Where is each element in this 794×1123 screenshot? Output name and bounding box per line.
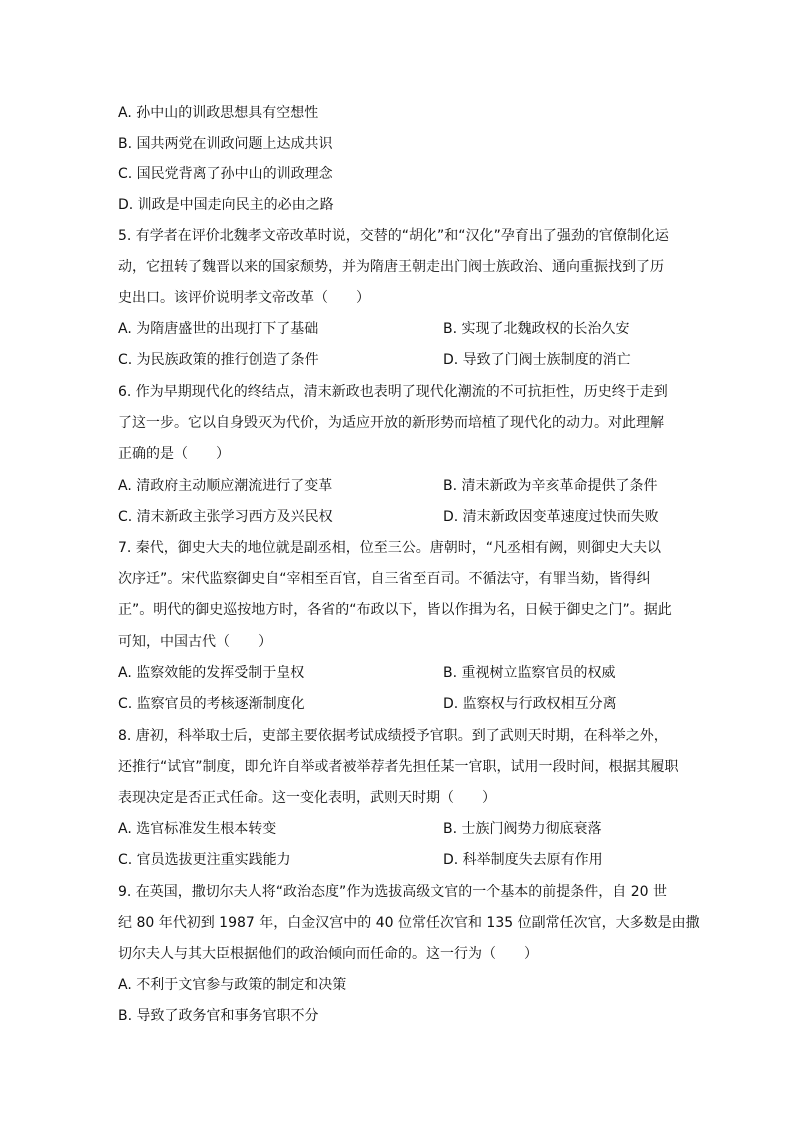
q9-option-b: B. 导致了政务官和事务官职不分	[118, 1008, 319, 1024]
q6-option-a: A. 清政府主动顺应潮流进行了变革	[118, 478, 333, 494]
q7-option-a: A. 监察效能的发挥受制于皇权	[118, 665, 305, 681]
q4-option-a: A. 孙中山的训政思想具有空想性	[118, 105, 319, 121]
q8-option-b: B. 士族门阀势力彻底衰落	[443, 821, 602, 837]
q7-stem-line: 7. 秦代，御史大夫的地位就是副丞相，位至三公。唐朝时，“凡丞相有阙，则御史大夫以	[118, 540, 662, 556]
q9-stem-line: 切尔夫人与其大臣根据他们的政治倾向而任命的。这一行为（ ）	[118, 946, 538, 962]
q6-option-c: C. 清末新政主张学习西方及兴民权	[118, 509, 333, 525]
q7-stem-line: 次序迁”。宋代监察御史自“宰相至百官，自三省至百司。不循法守，有罪当劾，皆得纠	[118, 571, 651, 587]
q8-option-a: A. 选官标准发生根本转变	[118, 821, 277, 837]
q7-stem-line: 正”。明代的御史巡按地方时，各省的“布政以下，皆以作揖为名，日候于御史之门”。据此	[118, 602, 672, 618]
q6-option-d: D. 清末新政因变革速度过快而失败	[443, 509, 659, 525]
q6-option-b: B. 清末新政为辛亥革命提供了条件	[443, 478, 658, 494]
q5-option-a: A. 为隋唐盛世的出现打下了基础	[118, 321, 319, 337]
q7-option-c: C. 监察官员的考核逐渐制度化	[118, 696, 305, 712]
q5-option-d: D. 导致了门阀士族制度的消亡	[443, 352, 631, 368]
q8-stem-line: 还推行“试官”制度，即允许自举或者被举荐者先担任某一官职，试用一段时间，根据其履职	[118, 759, 679, 775]
q5-stem-line: 动，它扭转了魏晋以来的国家颓势，并为隋唐王朝走出门阀士族政治、通向重振找到了历	[118, 259, 664, 275]
q5-stem-line: 史出口。该评价说明孝文帝改革（ ）	[118, 290, 370, 306]
q5-option-c: C. 为民族政策的推行创造了条件	[118, 352, 319, 368]
q4-option-c: C. 国民党背离了孙中山的训政理念	[118, 166, 333, 182]
q7-option-d: D. 监察权与行政权相互分离	[443, 696, 617, 712]
q8-option-d: D. 科举制度失去原有作用	[443, 852, 603, 868]
q4-option-d: D. 训政是中国走向民主的必由之路	[118, 197, 334, 213]
q5-option-b: B. 实现了北魏政权的长治久安	[443, 321, 630, 337]
q4-option-b: B. 国共两党在训政问题上达成共识	[118, 136, 333, 152]
q9-option-a: A. 不利于文官参与政策的制定和决策	[118, 977, 347, 993]
q6-stem-line: 了这一步。它以自身毁灭为代价，为适应开放的新形势而培植了现代化的动力。对此理解	[118, 415, 664, 431]
q6-stem-line: 正确的是（ ）	[118, 446, 230, 462]
q7-stem-line: 可知，中国古代（ ）	[118, 634, 272, 650]
q8-option-c: C. 官员选拔更注重实践能力	[118, 852, 291, 868]
q8-stem-line: 表现决定是否正式任命。这一变化表明，武则天时期（ ）	[118, 790, 496, 806]
q7-option-b: B. 重视树立监察官员的权威	[443, 665, 616, 681]
q8-stem-line: 8. 唐初，科举取士后，吏部主要依据考试成绩授予官职。到了武则天时期，在科举之外，	[118, 728, 668, 744]
q9-stem-line: 9. 在英国，撒切尔夫人将“政治态度”作为选拔高级文官的一个基本的前提条件，自 20 世	[118, 884, 668, 900]
q6-stem-line: 6. 作为早期现代化的终结点，清末新政也表明了现代化潮流的不可抗拒性，历史终于走到	[118, 384, 668, 400]
q5-stem-line: 5. 有学者在评价北魏孝文帝改革时说，交替的“胡化”和“汉化”孕育出了强劲的官僚制化运	[118, 228, 669, 244]
q9-stem-line: 纪 80 年代初到 1987 年，白金汉宫中的 40 位常任次官和 135 位副常任次官，大多数是由撒	[118, 915, 700, 931]
